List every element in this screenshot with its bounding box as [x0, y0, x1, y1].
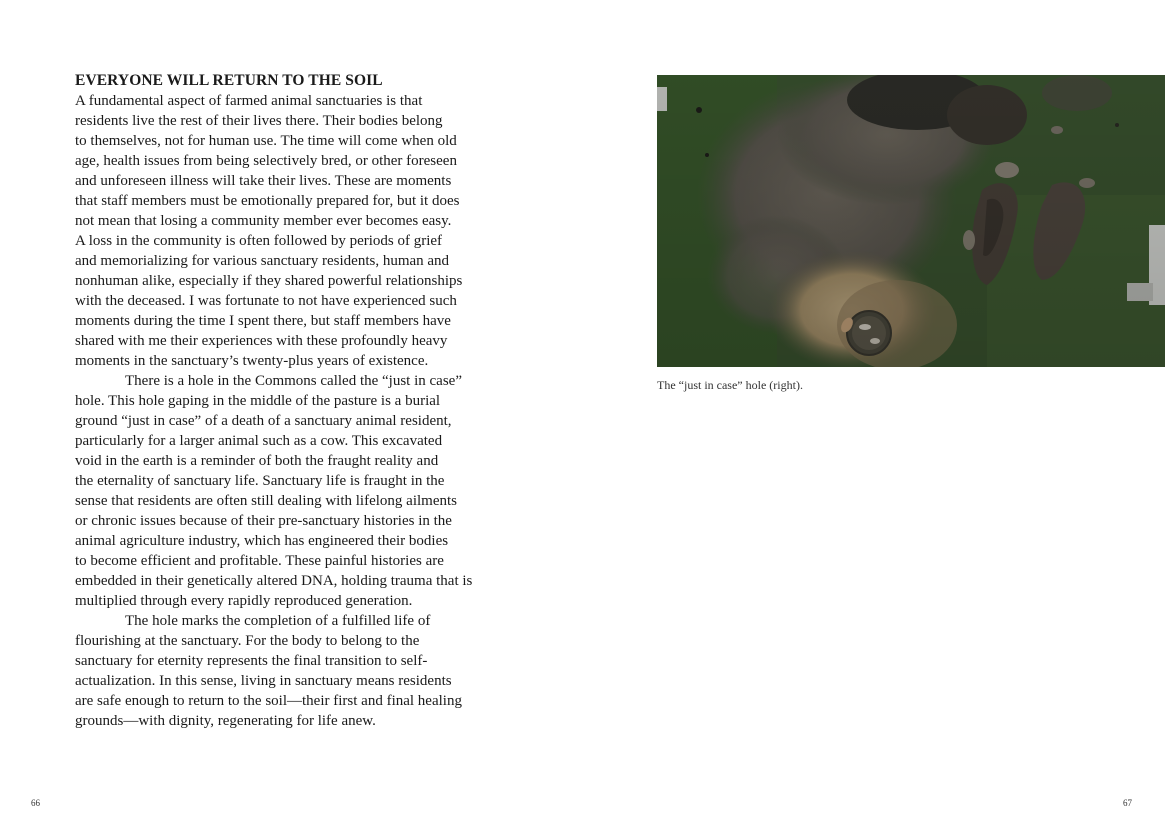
- text-line: sense that residents are often still dealing with lifelong ailments: [75, 493, 457, 509]
- text-line: not mean that losing a community member ever becomes easy.: [75, 213, 452, 229]
- text-line: moments during the time I spent there, but staff members have: [75, 313, 451, 329]
- text-line: hole. This hole gaping in the middle of the pasture is a burial: [75, 393, 441, 409]
- text-line: to become efficient and profitable. These painful histories are: [75, 553, 444, 569]
- text-line: embedded in their genetically altered DNA, holding trauma that is: [75, 573, 473, 589]
- text-line: moments in the sanctuary’s twenty-plus years of existence.: [75, 353, 429, 369]
- text-line: to themselves, not for human use. The time will come when old: [75, 133, 457, 149]
- body-text: [75, 91, 472, 731]
- text-line: flourishing at the sanctuary. For the body to belong to the: [75, 633, 420, 649]
- text-line: grounds—with dignity, regenerating for life anew.: [75, 713, 376, 729]
- aerial-photo-drawing: [657, 75, 1165, 367]
- right-page: [582, 0, 1165, 827]
- section-heading: EVERYONE WILL RETURN TO THE SOIL: [75, 72, 383, 89]
- text-line: age, health issues from being selectively bred, or other foreseen: [75, 153, 457, 169]
- text-line: residents live the rest of their lives there. Their bodies belong: [75, 113, 443, 129]
- text-line: are safe enough to return to the soil—their first and final healing: [75, 693, 462, 709]
- text-line: A fundamental aspect of farmed animal sanctuaries is that: [75, 93, 423, 109]
- text-line: ground “just in case” of a death of a sanctuary animal resident,: [75, 413, 452, 429]
- text-line: void in the earth is a reminder of both the fraught reality and: [75, 453, 439, 469]
- text-line: sanctuary for eternity represents the final transition to self-: [75, 653, 428, 669]
- text-line: animal agriculture industry, which has engineered their bodies: [75, 533, 449, 549]
- left-page: [0, 0, 582, 827]
- text-line: actualization. In this sense, living in sanctuary means residents: [75, 673, 452, 689]
- aerial-photo: [657, 75, 1165, 367]
- text-line: multiplied through every rapidly reproduced generation.: [75, 593, 413, 609]
- text-line: particularly for a larger animal such as a cow. This excavated: [75, 433, 443, 449]
- paragraph-start-line: The hole marks the completion of a fulfilled life of: [125, 613, 431, 629]
- text-line: and unforeseen illness will take their lives. These are moments: [75, 173, 452, 189]
- photo-caption: The “just in case” hole (right).: [657, 378, 803, 392]
- text-line: that staff members must be emotionally prepared for, but it does: [75, 193, 460, 209]
- text-line: with the deceased. I was fortunate to not have experienced such: [75, 293, 457, 309]
- text-line: nonhuman alike, especially if they shared powerful relationships: [75, 273, 463, 289]
- text-line: shared with me their experiences with these profoundly heavy: [75, 333, 448, 349]
- text-line: and memorializing for various sanctuary residents, human and: [75, 253, 450, 269]
- text-line: the eternality of sanctuary life. Sanctuary life is fraught in the: [75, 473, 445, 489]
- paragraph-start-line: There is a hole in the Commons called the “just in case”: [125, 373, 462, 389]
- text-line: A loss in the community is often followed by periods of grief: [75, 233, 443, 249]
- text-line: or chronic issues because of their pre-sanctuary histories in the: [75, 513, 452, 529]
- page-number-left: 66: [31, 798, 40, 808]
- page-number-right: 67: [1123, 798, 1132, 808]
